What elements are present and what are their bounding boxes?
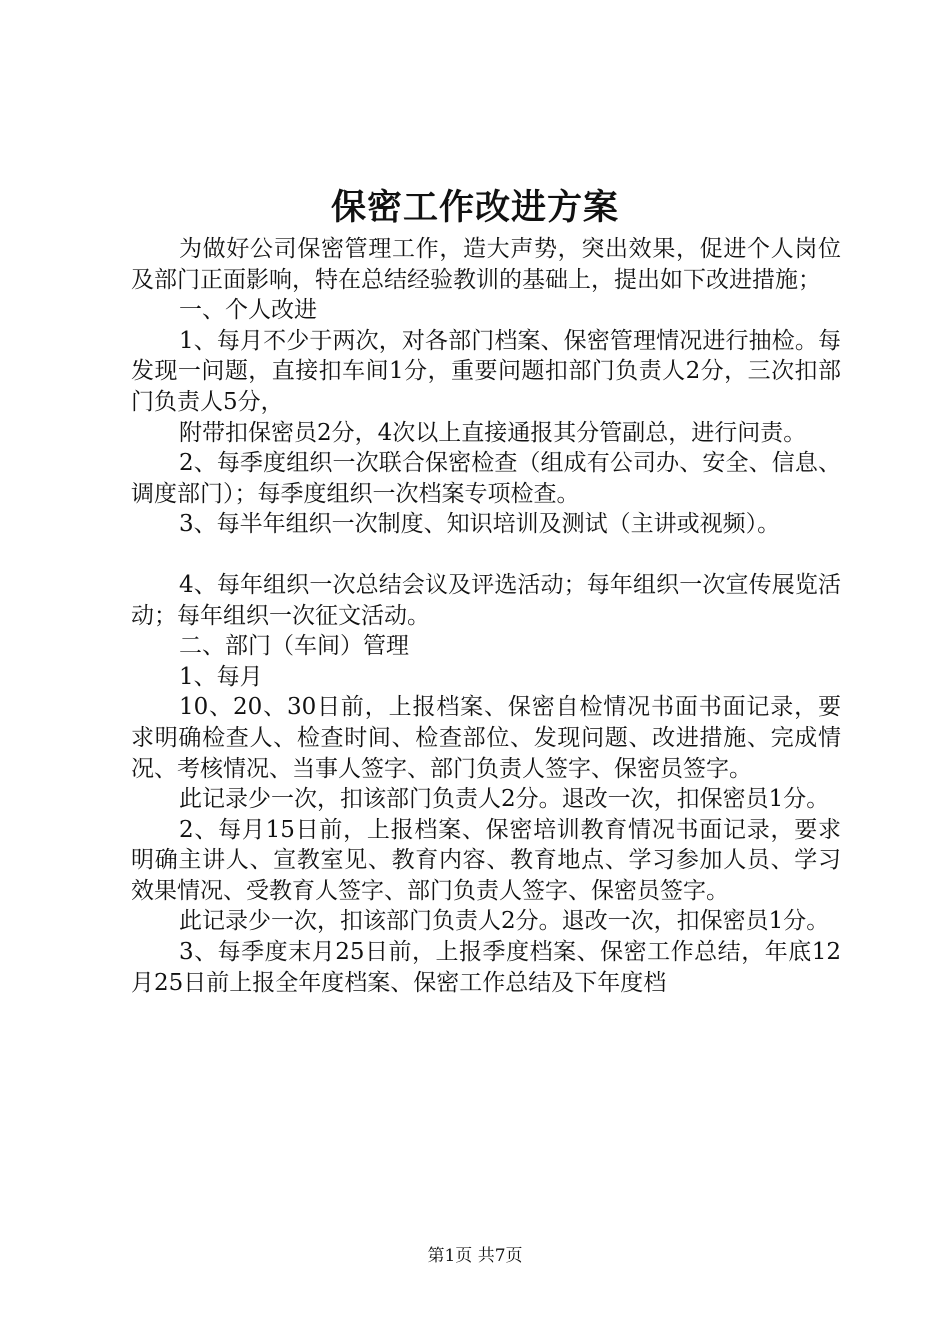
paragraph-penalty-1: 此记录少一次，扣该部门负责人2分。退改一次，扣保密员1分。 [179, 786, 830, 813]
paragraph-quarterly-inspection: 2、每季度组织一次联合保密检查（组成有公司办、安全、信息、调度部门）；每季度组织一次档案专项检查。 [131, 450, 841, 507]
page-footer: 第1页 共7页 [427, 1246, 523, 1266]
paragraph-monthly: 1、每月 [179, 663, 263, 690]
paragraph-self-check-report: 10、20、30日前，上报档案、保密自检情况书面书面记录，要求明确检查人、检查时间、检查部位、发现问题、改进措施、完成情况、考核情况、当事人签字、部门负责人签字、保密员签字。 [131, 694, 841, 782]
section-heading-personal: 一、个人改进 [179, 297, 317, 324]
paragraph-annual-activities: 4、每年组织一次总结会议及评选活动；每年组织一次宣传展览活动；每年组织一次征文活动。 [131, 571, 841, 629]
document-body [131, 234, 841, 998]
page-title: 保密工作改进方案 [330, 187, 619, 228]
paragraph-accountability: 附带扣保密员2分，4次以上直接通报其分管副总，进行问责。 [179, 419, 807, 446]
paragraph-gap [131, 540, 841, 570]
paragraph-penalty-2: 此记录少一次，扣该部门负责人2分。退改一次，扣保密员1分。 [179, 908, 830, 935]
paragraph-spot-check: 1、每月不少于两次，对各部门档案、保密管理情况进行抽检。每发现一问题，直接扣车间1分，重要问题扣部门负责人2分，三次扣部门负责人5分， [131, 327, 841, 415]
paragraph-semiannual-training: 3、每半年组织一次制度、知识培训及测试（主讲或视频）。 [179, 511, 781, 538]
paragraph-training-report: 2、每月15日前，上报档案、保密培训教育情况书面记录，要求明确主讲人、宣教室见、教育内容、教育地点、学习参加人员、学习效果情况、受教育人签字、部门负责人签字、保密员签字。 [131, 816, 841, 904]
intro-paragraph: 为做好公司保密管理工作，造大声势，突出效果，促进个人岗位及部门正面影响，特在总结经验教训的基础上，提出如下改进措施； [131, 236, 841, 293]
section-heading-department: 二、部门（车间）管理 [179, 633, 409, 660]
paragraph-quarterly-summary: 3、每季度末月25日前，上报季度档案、保密工作总结，年底12月25日前上报全年度档案、保密工作总结及下年度档 [131, 939, 841, 996]
